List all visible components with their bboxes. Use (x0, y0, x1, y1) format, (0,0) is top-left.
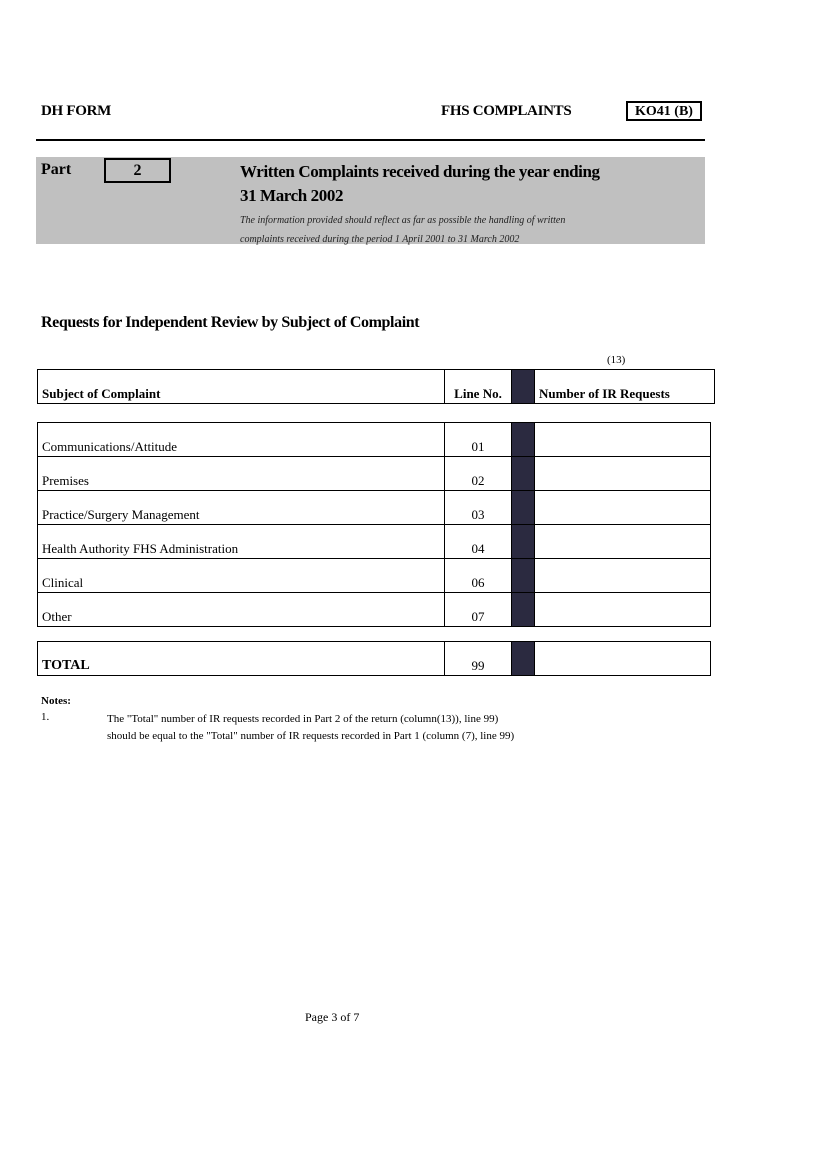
row-dark-cell (512, 491, 535, 525)
row-subject: Communications/Attitude (38, 423, 445, 457)
row-dark-cell (512, 559, 535, 593)
row-ir-value-input[interactable] (535, 491, 711, 525)
part-title-line2: 31 March 2002 (240, 186, 344, 205)
column-number: (13) (607, 354, 626, 366)
header-ir-requests: Number of IR Requests (535, 370, 715, 404)
part-title (240, 160, 600, 208)
form-code-box: KO41 (B) (626, 101, 702, 121)
total-value-input[interactable] (535, 642, 711, 676)
row-dark-cell (512, 457, 535, 491)
total-label: TOTAL (38, 642, 445, 676)
table-row (38, 423, 711, 457)
part-title-line1: Written Complaints received during the year ending (240, 162, 600, 181)
table-header-row (38, 370, 715, 404)
table-row (38, 525, 711, 559)
row-subject: Practice/Surgery Management (38, 491, 445, 525)
row-ir-value-input[interactable] (535, 593, 711, 627)
part-label: Part (41, 161, 72, 178)
row-subject: Health Authority FHS Administration (38, 525, 445, 559)
part-note (240, 211, 640, 249)
header-table (37, 369, 715, 404)
part-number-box: 2 (104, 158, 171, 183)
note-text (107, 711, 514, 745)
note-number: 1. (41, 711, 50, 723)
row-line-no: 06 (445, 559, 512, 593)
row-dark-cell (512, 525, 535, 559)
complaints-table (37, 422, 711, 627)
total-table (37, 641, 711, 676)
row-line-no: 02 (445, 457, 512, 491)
row-line-no: 01 (445, 423, 512, 457)
row-subject: Other (38, 593, 445, 627)
table-row (38, 457, 711, 491)
row-line-no: 07 (445, 593, 512, 627)
header-line-no: Line No. (445, 370, 512, 404)
table-row (38, 559, 711, 593)
total-row (38, 642, 711, 676)
total-line-no: 99 (445, 642, 512, 676)
row-ir-value-input[interactable] (535, 559, 711, 593)
row-ir-value-input[interactable] (535, 525, 711, 559)
table-row (38, 593, 711, 627)
row-line-no: 04 (445, 525, 512, 559)
row-line-no: 03 (445, 491, 512, 525)
page-number: Page 3 of 7 (305, 1010, 360, 1024)
form-category: FHS COMPLAINTS (441, 103, 572, 119)
header-dark-cell (512, 370, 535, 404)
row-dark-cell (512, 593, 535, 627)
row-subject: Clinical (38, 559, 445, 593)
row-dark-cell (512, 423, 535, 457)
table-row (38, 491, 711, 525)
header-subject: Subject of Complaint (38, 370, 445, 404)
part-note-line2: complaints received during the period 1 April 2001 to 31 March 2002 (240, 234, 520, 245)
note-line2: should be equal to the "Total" number of IR requests recorded in Part 1 (column (7), line 99) (107, 730, 515, 742)
total-dark-cell (512, 642, 535, 676)
row-ir-value-input[interactable] (535, 457, 711, 491)
header-rule (36, 139, 705, 141)
note-line1: The "Total" number of IR requests recorded in Part 2 of the return (column(13)), line 99) (107, 713, 499, 725)
notes-heading: Notes: (41, 695, 71, 707)
section-title: Requests for Independent Review by Subject of Complaint (41, 314, 420, 331)
part-note-line1: The information provided should reflect as far as possible the handling of written (240, 215, 566, 226)
row-ir-value-input[interactable] (535, 423, 711, 457)
row-subject: Premises (38, 457, 445, 491)
form-label: DH FORM (41, 103, 111, 119)
